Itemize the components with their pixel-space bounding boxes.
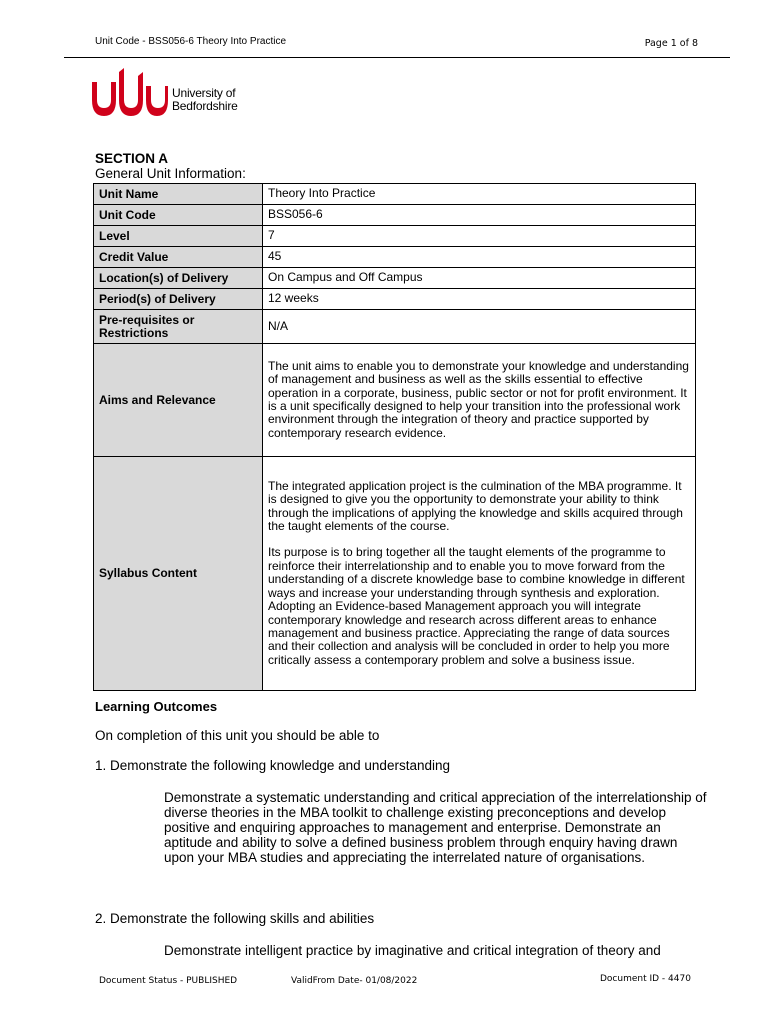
syllabus-paragraph-2: Its purpose is to bring together all the taught elements of the programme to reinforce their interrelationship and to enable you to move forward from the understanding of a discrete knowledge base to combine knowledge in different ways and increase your understanding through synthesis and exploration. Adopting an Evidence-based Management approach you will integrate contemporary knowledge and research across different areas to enhance management and business practice. Appreciating the range of data sources and their collection and analysis will be concluded in order to help you more critically assess a contemporary problem and solve a business issue. xyxy=(268,545,685,667)
aims-paragraph: The unit aims to enable you to demonstrate your knowledge and understanding of management and business as well as the skills essential to effective operation in a corporate, business, public sector or not for profit environment. It is a unit specifically designed to help your transition into the professional work environment through the integration of theory and practice supported by contemporary research evidence. xyxy=(268,358,689,440)
table-row xyxy=(94,289,696,310)
table-row-syllabus xyxy=(94,457,696,691)
row-value: 7 xyxy=(263,226,696,247)
footer-document-status: Document Status - PUBLISHED xyxy=(99,976,238,986)
row-value: On Campus and Off Campus xyxy=(263,268,696,289)
header-page-number: Page 1 of 8 xyxy=(644,38,698,49)
outcome-1-heading: 1. Demonstrate the following knowledge and understanding xyxy=(95,758,450,773)
university-name-line1: University of xyxy=(172,86,236,100)
outcome-1-text: Demonstrate a systematic understanding and critical appreciation of the interrelationship of diverse theories in the MBA toolkit to challenge existing preconceptions and develop positive and enquiring approaches to management and enterprise. Demonstrate an aptitude and ability to solve a defined business problem through enquiry having drawn upon your MBA studies and appreciating the interrelated nature of organisations. xyxy=(164,790,707,865)
university-logo xyxy=(92,64,252,116)
university-name-line2: Bedfordshire xyxy=(172,99,238,113)
header-rule xyxy=(64,57,730,58)
learning-outcomes-title: Learning Outcomes xyxy=(95,699,218,714)
learning-outcomes-intro: On completion of this unit you should be able to xyxy=(95,728,380,743)
syllabus-key: Syllabus Content xyxy=(94,457,263,691)
outcome-2-text: Demonstrate intelligent practice by imaginative and critical integration of theory and xyxy=(164,943,661,958)
row-value: 12 weeks xyxy=(263,289,696,310)
syllabus-paragraph-1: The integrated application project is the culmination of the MBA programme. It is designed to give you the opportunity to demonstrate your ability to think through the implications of applying the knowledge and skills acquired through the taught elements of the course. xyxy=(268,478,683,534)
row-value: 45 xyxy=(263,247,696,268)
table-row-aims xyxy=(94,344,696,457)
row-key: Location(s) of Delivery xyxy=(94,268,263,289)
table-row xyxy=(94,247,696,268)
table-row xyxy=(94,205,696,226)
aims-value xyxy=(263,344,696,457)
row-key: Credit Value xyxy=(94,247,263,268)
row-value: BSS056-6 xyxy=(263,205,696,226)
university-logo-mark-icon xyxy=(92,64,168,116)
row-key: Pre-requisites or Restrictions xyxy=(94,310,263,344)
table-row xyxy=(94,184,696,205)
university-name xyxy=(172,87,238,113)
row-key: Unit Code xyxy=(94,205,263,226)
row-value: N/A xyxy=(263,310,696,344)
syllabus-value xyxy=(263,457,696,691)
table-row xyxy=(94,310,696,344)
section-title: SECTION A xyxy=(95,151,169,166)
footer-valid-from: ValidFrom Date- 01/08/2022 xyxy=(291,976,418,986)
outcome-2-heading: 2. Demonstrate the following skills and abilities xyxy=(95,911,375,926)
row-key: Period(s) of Delivery xyxy=(94,289,263,310)
table-row xyxy=(94,226,696,247)
row-key: Unit Name xyxy=(94,184,263,205)
row-value: Theory Into Practice xyxy=(263,184,696,205)
table-row xyxy=(94,268,696,289)
header-unit-code: Unit Code - BSS056-6 Theory Into Practice xyxy=(95,36,287,47)
footer-document-id: Document ID - 4470 xyxy=(600,974,691,984)
aims-key: Aims and Relevance xyxy=(94,344,263,457)
section-subtitle: General Unit Information: xyxy=(95,166,246,181)
row-key: Level xyxy=(94,226,263,247)
unit-info-table xyxy=(93,183,696,691)
